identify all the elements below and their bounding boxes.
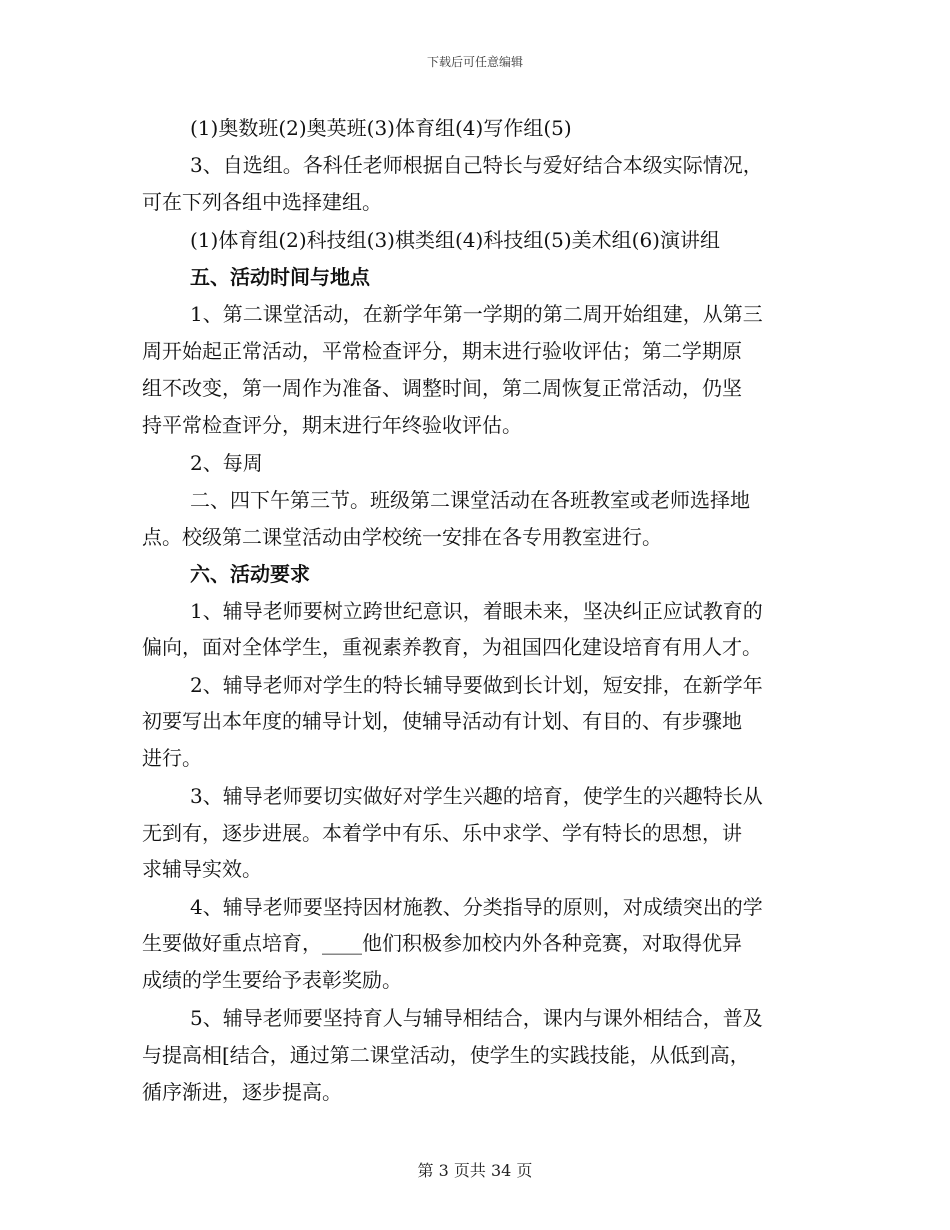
paragraph-line: 求辅导实效。	[142, 857, 262, 881]
paragraph-line: 周开始起正常活动，平常检查评分，期末进行验收评估；第二学期原	[142, 339, 742, 363]
paragraph-line: 与提高相[结合，通过第二课堂活动，使学生的实践技能，从低到高，	[142, 1043, 750, 1067]
paragraph-line: 4、辅导老师要坚持因材施教、分类指导的原则，对成绩突出的学	[190, 895, 763, 919]
paragraph-line: 5、辅导老师要坚持育人与辅导相结合，课内与课外相结合，普及	[190, 1006, 763, 1030]
paragraph-line: 3、辅导老师要切实做好对学生兴趣的培育，使学生的兴趣特长从	[190, 784, 763, 808]
paragraph-line: 无到有，逐步进展。本着学中有乐、乐中求学、学有特长的思想，讲	[142, 821, 742, 845]
paragraph-line: 二、四下午第三节。班级第二课堂活动在各班教室或老师选择地	[190, 488, 750, 512]
page-header: 下载后可任意编辑	[426, 55, 523, 69]
paragraph-line: 3、自选组。各科任老师根据自己特长与爱好结合本级实际情况，	[190, 153, 763, 177]
paragraph-line: 2、每周	[190, 451, 263, 475]
paragraph-line: (1)体育组(2)科技组(3)棋类组(4)科技组(5)美术组(6)演讲组	[190, 228, 720, 252]
paragraph-line: 持平常检查评分，期末进行年终验收评估。	[142, 413, 522, 437]
paragraph-line: 成绩的学生要给予表彰奖励。	[142, 968, 402, 992]
paragraph-line: 点。校级第二课堂活动由学校统一安排在各专用教室进行。	[142, 525, 662, 549]
paragraph-line: 组不改变，第一周作为准备、调整时间，第二周恢复正常活动，仍坚	[142, 376, 742, 400]
paragraph-line: 偏向，面对全体学生，重视素养教育，为祖国四化建设培育有用人才。	[142, 635, 762, 659]
paragraph-line: 1、辅导老师要树立跨世纪意识，着眼未来，坚决纠正应试教育的	[190, 599, 763, 623]
paragraph-line: 循序渐进，逐步提高。	[142, 1080, 342, 1104]
paragraph-line: 生要做好重点培育，____他们积极参加校内外各种竞赛，对取得优异	[142, 931, 742, 955]
paragraph-line: 可在下列各组中选择建组。	[142, 190, 382, 214]
page-footer: 第 3 页共 34 页	[417, 1161, 533, 1180]
paragraph-line: (1)奥数班(2)奥英班(3)体育组(4)写作组(5)	[190, 116, 572, 140]
section-heading: 五、活动时间与地点	[190, 265, 370, 289]
paragraph-line: 2、辅导老师对学生的特长辅导要做到长计划，短安排，在新学年	[190, 673, 763, 697]
section-heading: 六、活动要求	[190, 562, 310, 586]
paragraph-line: 进行。	[142, 746, 202, 770]
paragraph-line: 1、第二课堂活动，在新学年第一学期的第二周开始组建，从第三	[190, 302, 763, 326]
paragraph-line: 初要写出本年度的辅导计划，使辅导活动有计划、有目的、有步骤地	[142, 709, 742, 733]
